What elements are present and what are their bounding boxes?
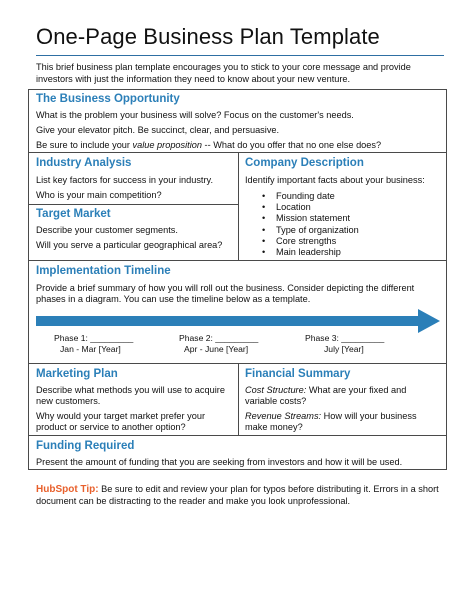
column-divider (238, 363, 239, 435)
company-line-1: Identify important facts about your business: (245, 175, 425, 185)
target-market-heading: Target Market (36, 208, 111, 220)
phase-2-dates: Apr - June [Year] (184, 344, 249, 354)
list-item: • Mission statement (258, 213, 359, 224)
tip-text: Be sure to edit and review your plan for typos before distributing it. Errors in a short document can be distracting to the reader and make you look unprofessional. (36, 484, 439, 506)
industry-line-2: Who is your main competition? (36, 190, 162, 200)
funding-required-heading: Funding Required (36, 440, 135, 452)
row-divider (28, 435, 447, 436)
column-divider (238, 152, 239, 260)
marketing-line-2: Why would your target market prefer your product or service to another option? (36, 411, 206, 433)
business-opportunity-heading: The Business Opportunity (36, 93, 180, 105)
phase-3-label: Phase 3: _________ (305, 333, 385, 343)
list-item: • Founding date (258, 191, 359, 202)
list-item: • Main leadership (258, 247, 359, 258)
company-description-heading: Company Description (245, 157, 364, 169)
target-line-1: Describe your customer segments. (36, 225, 178, 235)
marketing-plan-heading: Marketing Plan (36, 368, 118, 380)
phase-1-dates: Jan - Mar [Year] (60, 344, 121, 354)
timeline-description: Provide a brief summary of how you will roll out the business. Consider depicting the different phases in a diagram. You can use the timeline below as a template. (36, 283, 415, 305)
row-divider (28, 260, 447, 261)
row-divider (28, 204, 238, 205)
financial-line-2: Revenue Streams: How will your business make money? (245, 411, 417, 433)
intro-text: This brief business plan template encourages you to stick to your core message and provide investors with just the information they need to know about your new venture. (36, 62, 411, 84)
list-item: • Type of organization (258, 225, 359, 236)
target-line-2: Will you serve a particular geographical area? (36, 240, 223, 250)
marketing-line-1: Describe what methods you will use to acquire new customers. (36, 385, 225, 407)
financial-line-1: Cost Structure: What are your fixed and variable costs? (245, 385, 407, 407)
funding-line-1: Present the amount of funding that you are seeking from investors and how it will be used. (36, 457, 403, 467)
list-item: • Core strengths (258, 236, 359, 247)
tip-label: HubSpot Tip: (36, 484, 99, 495)
financial-summary-heading: Financial Summary (245, 368, 351, 380)
opportunity-line-3: Be sure to include your value proposition -- What do you offer that no one else does? (36, 140, 382, 150)
phase-1-label: Phase 1: _________ (54, 333, 134, 343)
timeline-arrow (36, 309, 442, 333)
opportunity-line-1: What is the problem your business will solve? Focus on the customer's needs. (36, 110, 354, 120)
title-divider (36, 55, 444, 56)
opportunity-line-2: Give your elevator pitch. Be succinct, clear, and persuasive. (36, 125, 280, 135)
phase-2-label: Phase 2: _________ (179, 333, 259, 343)
list-item: • Location (258, 202, 359, 213)
page-title: One-Page Business Plan Template (36, 24, 380, 49)
phase-3-dates: July [Year] (324, 344, 364, 354)
company-facts-list (258, 191, 359, 258)
implementation-timeline-heading: Implementation Timeline (36, 265, 171, 277)
industry-analysis-heading: Industry Analysis (36, 157, 132, 169)
industry-line-1: List key factors for success in your industry. (36, 175, 214, 185)
hubspot-tip (36, 484, 448, 507)
